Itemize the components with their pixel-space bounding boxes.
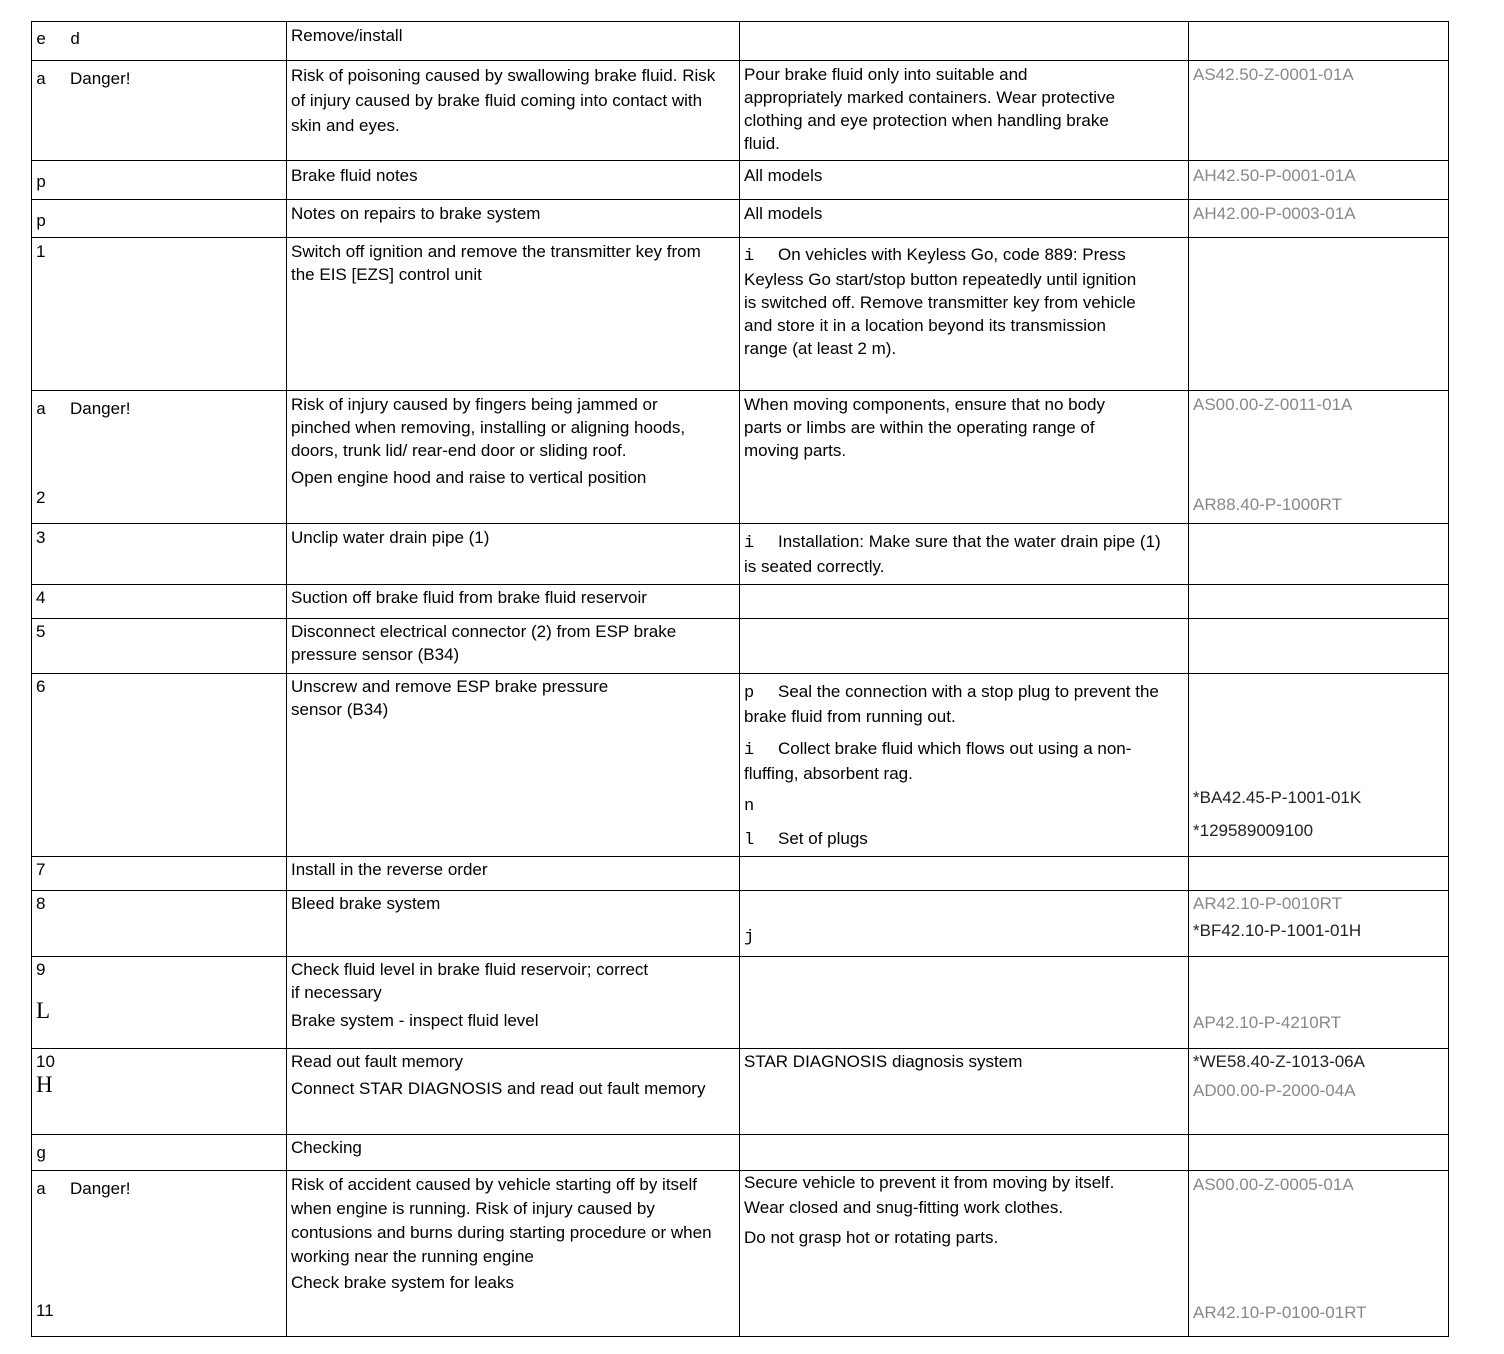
table-row	[32, 1135, 1449, 1171]
ref-link[interactable]: AP42.10-P-4210RT	[1193, 1013, 1342, 1032]
table-row	[32, 1171, 1449, 1337]
note-text: Collect brake fluid which flows out using a non-fluffing, absorbent rag.	[744, 739, 1132, 783]
action-cell: Disconnect electrical connector (2) from ESP brake pressure sensor (B34)	[287, 619, 740, 674]
info-icon: i	[744, 247, 755, 266]
section-heading: Remove/install	[291, 26, 403, 45]
action-cell: Unscrew and remove ESP brake pressure sensor (B34)	[287, 674, 740, 857]
danger-label: Danger!	[70, 69, 131, 88]
ref-link[interactable]: AS00.00-Z-0011-01A	[1193, 395, 1353, 414]
table-row	[32, 619, 1449, 674]
notes-icon: p	[36, 174, 47, 193]
action-cell: Install in the reverse order	[287, 857, 740, 891]
note-cell	[740, 524, 1189, 585]
ref-cell	[1189, 238, 1449, 391]
notes-icon: p	[36, 213, 47, 232]
note-cell	[740, 857, 1189, 891]
step-number: 9	[36, 960, 46, 979]
note-cell	[740, 1135, 1189, 1171]
table-row	[32, 857, 1449, 891]
step-cell	[32, 22, 287, 61]
action-text: Check fluid level in brake fluid reservoir; correct if necessary	[291, 960, 649, 1002]
note-cell: STAR DIAGNOSIS diagnosis system	[740, 1049, 1189, 1135]
action-cell: Checking	[287, 1135, 740, 1171]
ref-link[interactable]: *WE58.40-Z-1013-06A	[1193, 1052, 1365, 1071]
ref-link[interactable]: AR88.40-P-1000RT	[1193, 495, 1342, 514]
action-cell	[287, 391, 740, 524]
ref-link[interactable]: AR42.10-P-0100-01RT	[1193, 1303, 1367, 1322]
danger-text: Risk of accident caused by vehicle starting off by itself when engine is running. Risk of injury caused by contusions and burns during starting procedure or when working near the running engine	[291, 1175, 712, 1266]
diagnosis-icon: H	[36, 1072, 53, 1097]
action-cell: Bleed brake system	[287, 891, 740, 957]
danger-text: Risk of injury caused by fingers being jammed or pinched when removing, installing or aligning hoods, doors, trunk lid/ rear-end door or sliding roof.	[291, 395, 686, 460]
step-cell	[32, 957, 287, 1049]
action-cell: Risk of poisoning caused by swallowing brake fluid. Risk of injury caused by brake fluid coming into contact with skin and eyes.	[287, 61, 740, 161]
table-row	[32, 957, 1449, 1049]
note-text: Installation: Make sure that the water drain pipe (1) is seated correctly.	[744, 532, 1161, 576]
table-row	[32, 238, 1449, 391]
ref-cell	[1189, 957, 1449, 1049]
table-row	[32, 524, 1449, 585]
action-cell	[287, 957, 740, 1049]
action-cell: Switch off ignition and remove the transmitter key from the EIS [EZS] control unit	[287, 238, 740, 391]
step-number: 11	[36, 1301, 54, 1320]
step-cell	[32, 1171, 287, 1337]
action-cell: Notes on repairs to brake system	[287, 200, 740, 238]
step-number: 3	[32, 524, 287, 585]
danger-icon: a	[36, 401, 47, 420]
note-cell: All models	[740, 161, 1189, 200]
table-row	[32, 61, 1449, 161]
table-row	[32, 674, 1449, 857]
step-number: 2	[36, 488, 46, 507]
stop-plug-icon: p	[744, 684, 755, 703]
action-text: Connect STAR DIAGNOSIS and read out fault memory	[291, 1079, 706, 1098]
step-cell	[32, 1049, 287, 1135]
note-cell	[740, 891, 1189, 957]
note-cell	[740, 957, 1189, 1049]
note-cell	[740, 585, 1189, 619]
step-number: 8	[32, 891, 287, 957]
step-number: 10	[36, 1052, 55, 1071]
ref-link[interactable]: AS00.00-Z-0005-01A	[1193, 1175, 1354, 1194]
table-row	[32, 391, 1449, 524]
danger-label: Danger!	[70, 1179, 131, 1198]
ref-cell	[1189, 585, 1449, 619]
ref-cell	[1189, 619, 1449, 674]
note-text: Wear closed and snug-fitting work clothes.	[744, 1198, 1064, 1217]
action-text: Check brake system for leaks	[291, 1273, 514, 1292]
ref-link[interactable]: AH42.50-P-0001-01A	[1189, 161, 1449, 200]
action-cell: Unclip water drain pipe (1)	[287, 524, 740, 585]
step-cell	[32, 200, 287, 238]
step-cell	[32, 161, 287, 200]
ref-cell	[1189, 1171, 1449, 1337]
danger-icon: a	[36, 71, 47, 90]
note-text: On vehicles with Keyless Go, code 889: Press Keyless Go start/stop button repeatedly until ignition is switched off. Remove transmitter key from vehicle and store it in a location beyond its transmission range (at least 2 m).	[744, 245, 1137, 358]
ref-cell	[1189, 674, 1449, 857]
ref-link[interactable]: *BF42.10-P-1001-01H	[1193, 921, 1362, 940]
note-cell	[740, 1171, 1189, 1337]
step-number: 5	[32, 619, 287, 674]
table-row	[32, 891, 1449, 957]
note-text: Do not grasp hot or rotating parts.	[744, 1228, 999, 1247]
ref-cell	[1189, 891, 1449, 957]
remove-install-icon: e	[36, 31, 47, 50]
action-text: Brake system - inspect fluid level	[291, 1011, 539, 1030]
ref-cell	[1189, 524, 1449, 585]
procedure-table	[31, 21, 1449, 1337]
note-cell: All models	[740, 200, 1189, 238]
info-icon: i	[744, 741, 755, 760]
action-text: Read out fault memory	[291, 1052, 463, 1071]
ref-link[interactable]: AD00.00-P-2000-04A	[1193, 1081, 1356, 1100]
note-cell: Pour brake fluid only into suitable and appropriately marked containers. Wear protective clothing and eye protection when handling brake fluid.	[740, 61, 1189, 161]
note-cell	[740, 22, 1189, 61]
note-text: Seal the connection with a stop plug to prevent the brake fluid from running out.	[744, 682, 1159, 726]
action-cell: Suction off brake fluid from brake fluid reservoir	[287, 585, 740, 619]
action-text: Open engine hood and raise to vertical position	[291, 468, 647, 487]
action-cell	[287, 22, 740, 61]
inspect-icon: L	[36, 998, 51, 1023]
danger-icon: a	[36, 1181, 47, 1200]
ref-cell	[1189, 857, 1449, 891]
step-number: 1	[32, 238, 287, 391]
note-text: Secure vehicle to prevent it from moving by itself.	[744, 1173, 1115, 1192]
table-row	[32, 22, 1449, 61]
remove-install-icon-2: d	[70, 31, 81, 50]
tool-icon: n	[744, 797, 755, 816]
table-row	[32, 1049, 1449, 1135]
ref-link[interactable]: *BA42.45-P-1001-01K	[1193, 788, 1362, 807]
action-cell	[287, 1171, 740, 1337]
ref-link[interactable]: AR42.10-P-0010RT	[1193, 894, 1342, 913]
step-number: 6	[32, 674, 287, 857]
ref-cell	[1189, 1135, 1449, 1171]
step-cell	[32, 61, 287, 161]
part-icon: l	[744, 831, 755, 850]
ref-cell	[1189, 391, 1449, 524]
ref-link[interactable]: AH42.00-P-0003-01A	[1189, 200, 1449, 238]
note-cell	[740, 619, 1189, 674]
step-cell	[32, 1135, 287, 1171]
info-icon: i	[744, 534, 755, 553]
note-cell	[740, 674, 1189, 857]
part-text: Set of plugs	[778, 829, 868, 848]
ref-cell	[1189, 22, 1449, 61]
note-cell	[740, 238, 1189, 391]
action-cell	[287, 1049, 740, 1135]
table-row	[32, 161, 1449, 200]
note-cell: When moving components, ensure that no body parts or limbs are within the operating range of moving parts.	[740, 391, 1189, 524]
step-cell	[32, 391, 287, 524]
action-cell: Brake fluid notes	[287, 161, 740, 200]
table-row	[32, 200, 1449, 238]
ref-link[interactable]: AS42.50-Z-0001-01A	[1189, 61, 1449, 161]
table-row	[32, 585, 1449, 619]
ref-cell	[1189, 1049, 1449, 1135]
tool-icon: j	[744, 928, 755, 947]
ref-link[interactable]: *129589009100	[1193, 821, 1314, 840]
danger-label: Danger!	[70, 399, 131, 418]
checking-icon: g	[36, 1145, 47, 1164]
step-number: 4	[32, 585, 287, 619]
step-number: 7	[32, 857, 287, 891]
